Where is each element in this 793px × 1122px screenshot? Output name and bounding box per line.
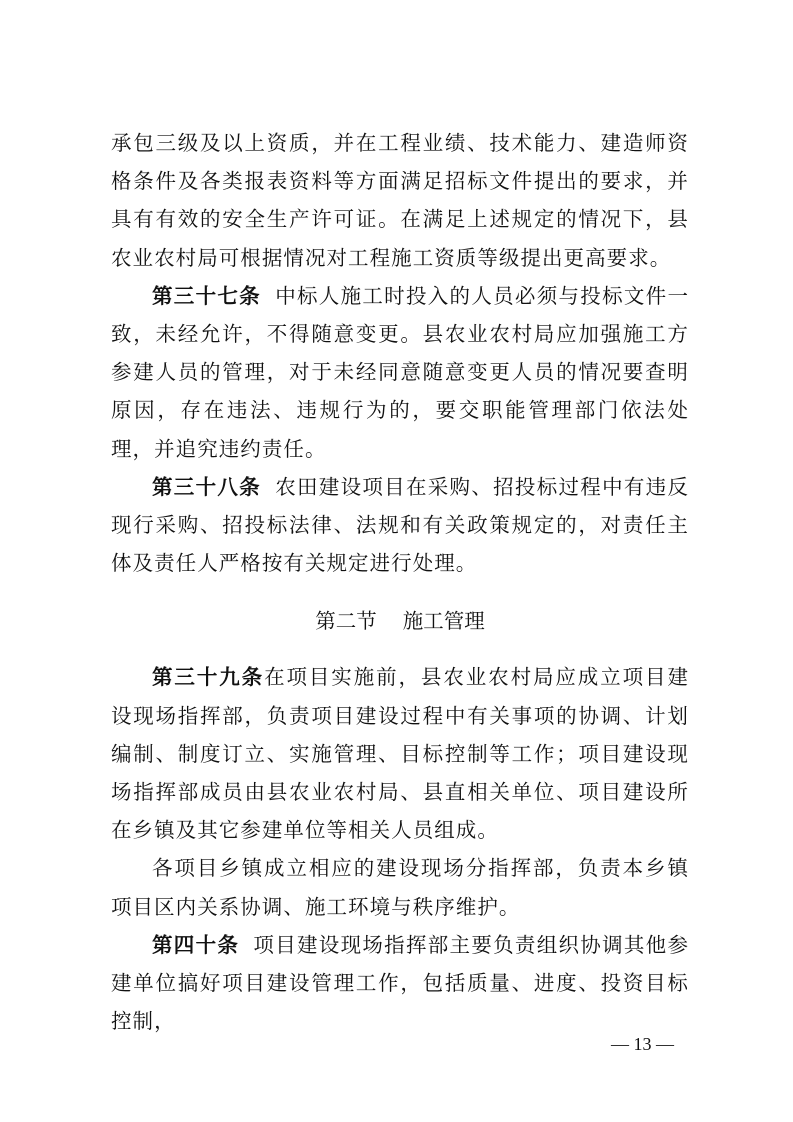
body-text xyxy=(111,124,689,1040)
section-title: 施工管理 xyxy=(402,609,485,634)
article-38-text: 农田建设项目在采购、招投标过程中有违反现行采购、招投标法律、法规和有关政策规定的，对责任主体及责任人严格按有关规定进行处理。 xyxy=(111,474,690,576)
paragraph-continuation: 承包三级及以上资质，并在工程业绩、技术能力、建造师资格条件及各类报表资料等方面满足招标文件提出的要求，并具有有效的安全生产许可证。在满足上述规定的情况下，县农业农村局可根据情况对工程施工资质等级提出更高要求。 xyxy=(111,131,689,270)
section-heading xyxy=(111,582,689,658)
section-number: 第二节 xyxy=(315,609,377,634)
article-39-text: 在项目实施前，县农业农村局应成立项目建设现场指挥部，负责项目建设过程中有关事项的协调、计划编制、制度订立、实施管理、目标控制等工作；项目建设现场指挥部成员由县农业农村局、县直相关单位、项目建设所在乡镇及其它参建单位等相关人员组成。 xyxy=(111,665,690,843)
article-40-label: 第四十条 xyxy=(152,932,240,957)
article-37-label: 第三十七条 xyxy=(152,283,261,308)
page-number: — 13 — xyxy=(611,1034,674,1054)
article-38 xyxy=(111,468,689,583)
article-39 xyxy=(111,658,689,849)
article-40 xyxy=(111,926,689,1041)
paragraph-branch-command: 各项目乡镇成立相应的建设现场分指挥部，负责本乡镇项目区内关系协调、施工环境与秩序维护。 xyxy=(111,856,689,919)
article-40-text: 项目建设现场指挥部主要负责组织协调其他参建单位搞好项目建设管理工作，包括质量、进度、投资目标控制， xyxy=(111,932,690,1034)
article-37 xyxy=(111,277,689,468)
article-37-text: 中标人施工时投入的人员必须与投标文件一致，未经允许，不得随意变更。县农业农村局应加强施工方参建人员的管理，对于未经同意随意变更人员的情况要查明原因，存在违法、违规行为的，要交职能管理部门依法处理，并追究违约责任。 xyxy=(111,283,690,461)
article-38-label: 第三十八条 xyxy=(152,474,261,499)
article-39-label: 第三十九条 xyxy=(152,665,265,690)
